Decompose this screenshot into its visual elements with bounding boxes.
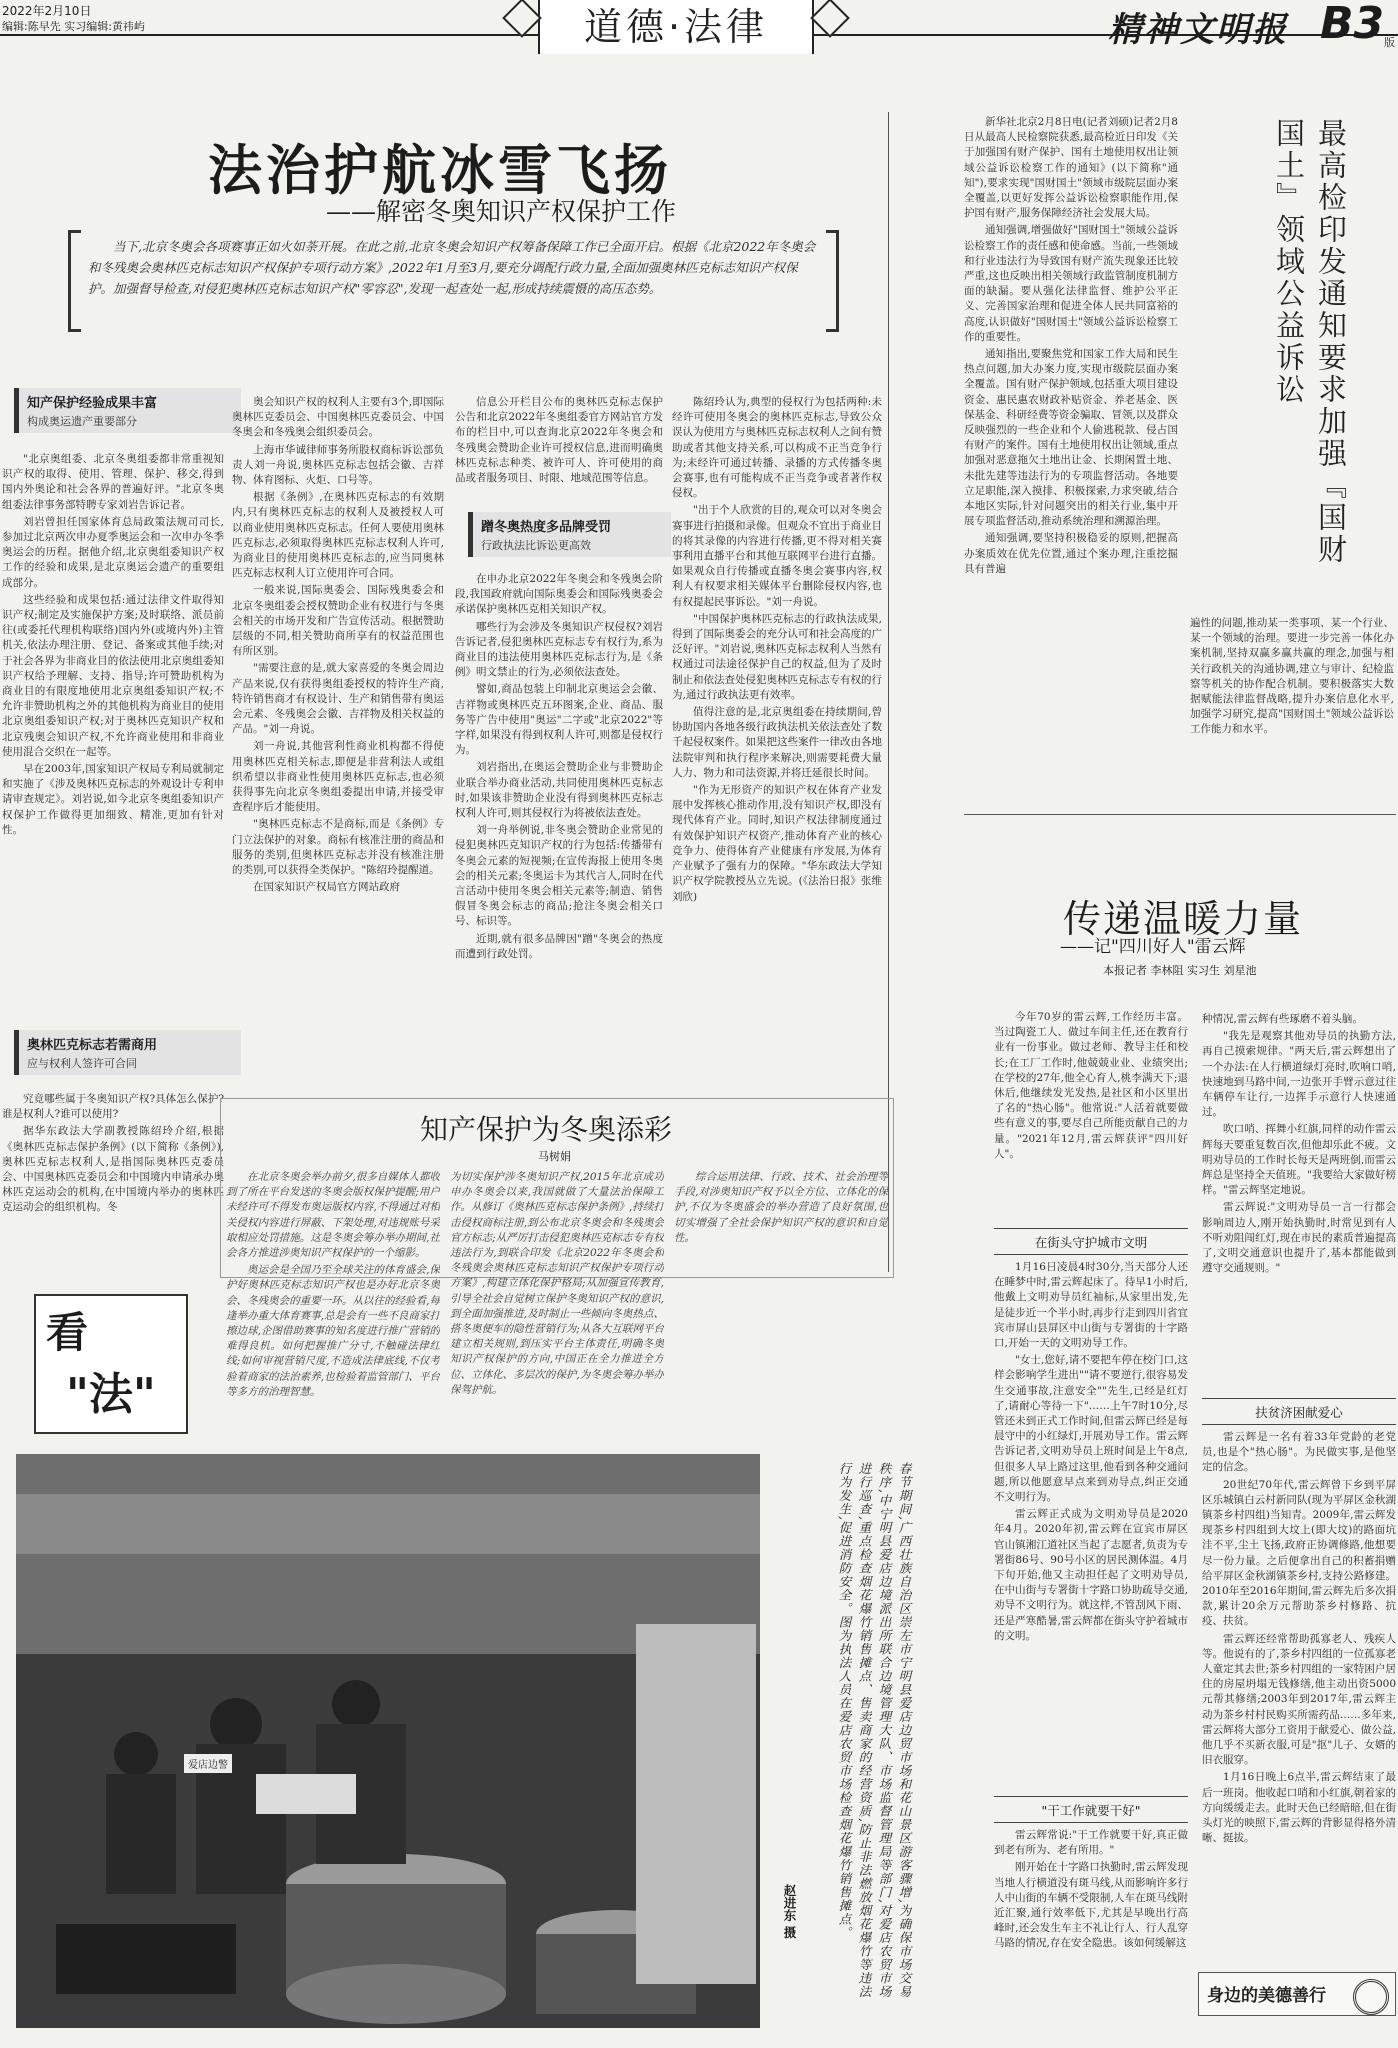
main-col-1b: 究竟哪些属于冬奥知识产权?具体怎么保护?谁是权利人?谁可以使用? 据华东政法大学副教授陈绍玲介绍,根据《奥林匹克标志保护条例》(以下简称《条例》),奥林匹克标志权利人,是指国际奥林匹克委员会、中国奥林匹克委员会和中国境内申请承办奥林匹克运动会的机构,在中国境内举办的奥林匹克运动会的组织机构。冬 xyxy=(2,1093,224,1214)
ornament-icon xyxy=(1353,1979,1389,2015)
opinion-col-3: 综合运用法律、行政、技术、社会治理等手段,对涉奥知识产权予以全方位、立体化的保护,不仅为冬奥盛会的举办营造了良好氛围,也切实增强了全社会保护知识产权的意识和自觉性。 xyxy=(674,1171,888,1244)
subhead-2-sub: 应与权利人签许可合同 xyxy=(27,1057,137,1070)
feature-col-a1: 今年70岁的雷云辉,工作经历丰富。当过陶瓷工人、做过车间主任,还在教育行业有一份事业。做过老师、教导主任和校长;在工厂工作时,他兢兢业业、业绩突出;在学校的27年,他全心育人,桃李满天下;退休后,他继续发光发热,是社区和小区里出了名的"热心肠"。他常说:"人活着就要做些有意义的事,要尽自己所能贡献自己的力量。"2021年12月,雷云辉获评"四川好人"。 xyxy=(994,1011,1188,1160)
main-col-4: 陈绍玲认为,典型的侵权行为包括两种:未经许可使用冬奥会的奥林匹克标志,导致公众误认为使用方与奥林匹克标志权利人之间有赞助或者其他支持关系,可以构成不正当竞争行为;未经许可通过转播、录播的方式传播冬奥会赛事,也有可能构成不正当竞争或者著作权侵权。 "出于个人欣赏的目的,观众可以对冬奥会赛事进行拍摄和录像。但观众不宜出于商业目的将其录像的内容进行传播,更不得对相关赛事利用直播平台和其他互联网平台进行直播。如果观众自行传播或直播冬奥会赛事内容,权利人有权要求相关媒体平台删除侵权内容,也有权提起民事诉讼。"刘一舟说。 "中国保护奥林匹克标志的行政执法成果,得到了国际奥委会的充分认可和社会高度的广泛好评。"刘岩说,奥林匹克标志权利人当然有权通过司法途径保护自己的权益,但为了及时制止和依法查处侵犯奥林匹克标志专有权的行为,通过行政执法更有效率。 值得注意的是,北京奥组委在持续期间,曾协助国内各地各级行政执法机关依法查处了数千起侵权案件。如果把这些案件一律改由各地法院审判和执行程序来解决,则需要耗费大量人力、物力和司法资源,并将迁延很长时间。 "作为无形资产的知识产权在体育产业发展中发挥核心推动作用,没有知识产权,即没有现代体育产业。同时,知识产权法律制度通过有效保护知识产权资产,推动体育产业的核心竞争力、使得体育产业健康有序发展,为体育产业赋予了强有力的保障。"华东政法大学知识产权学院教授丛立先说。(《法治日报》张维 刘欣) xyxy=(672,396,882,903)
footer-banner xyxy=(1198,1972,1396,2016)
side-col-b: 遍性的问题,推动某一类事项、某一个行业、某一个领域的治理。要进一步完善一体化办案机制,坚持双赢多赢共赢的理念,加强与相关行政机关的沟通协调,建立与审计、纪检监察等机关的协作配合机制。要积极落实大数据赋能法律监督战略,提升办案信息化水平,加强学习研究,提高"国财国土"领域公益诉讼工作能力和水平。 xyxy=(1190,617,1394,736)
side-article-title: 最高检印发通知要求加强『国财国土』领域公益诉讼 xyxy=(1272,118,1348,566)
photo-caption: 春节期间,广西壮族自治区崇左市宁明县爱店边贸市场和花山景区游客骤增,为确保市场交易秩序,中宁明县爱店边境派出所联合边境管理大队、市场监督管理局等部门,对爱店农贸市场进行巡查,重点检查烟花爆竹销售摊点、售卖商家的经营资质,防止非法燃放烟花爆竹等违法行为发生,促进消防安全。图为执法人员在爱店农贸市场检查烟花爆竹销售摊点。 xyxy=(837,1462,912,1999)
subhead-2-title: 奥林匹克标志若需商用 xyxy=(27,1038,158,1053)
divider-side-feature xyxy=(964,814,1396,815)
subhead-2 xyxy=(14,1030,241,1075)
section-corner-left xyxy=(502,0,542,38)
photo-badge: 爱店边警 xyxy=(184,1754,232,1773)
main-col-3b: 在申办北京2022年冬奥会和冬残奥会阶段,我国政府就向国际奥委会和国际残奥委会承诺保护奥林匹克相关知识产权。 哪些行为会涉及冬奥知识产权侵权?刘岩告诉记者,侵犯奥林匹克标志专有权行为,系为商业目的违法使用奥林匹克标志行为,是《条例》明文禁止的行为,必须依法查处。 譬如,商品包装上印制北京奥运会会徽、吉祥物或奥林匹克五环图案,企业、商品、服务等广告中使用"奥运"二字或"北京2022"等字样,如果没有得到权利人许可,则都是侵权行为。 刘岩指出,在奥运会赞助企业与非赞助企业联合举办商业活动,共同使用奥林匹克标志时,如果该非赞助企业没有得到奥林匹克标志权利人许可,则其侵权行为将被依法查处。 刘一舟举例说,非冬奥会赞助企业常见的侵犯奥林匹克知识产权的行为包括:传播带有冬奥会元素的短视频;在宣传海报上使用冬奥会的相关元素;冬奥运卡为其代言人,同时在代言活动中使用冬奥会相关元素等;制造、销售假冒冬奥会标志的商品;抢注冬奥会相关口号、标识等。 近期,就有很多品牌因"蹭"冬奥会的热度而遭到行政处罚。 xyxy=(455,573,663,960)
main-subtitle: ——解密冬奥知识产权保护工作 xyxy=(326,197,677,226)
opinion-author: 马树娟 xyxy=(538,1150,571,1163)
footer-banner-text: 身边的美德善行 xyxy=(1207,1986,1326,2006)
subhead-3 xyxy=(468,512,671,557)
feature-subhead-2-text: 扶贫济困献爱心 xyxy=(1255,1405,1343,1420)
issue-date: 2022年2月10日 xyxy=(2,4,92,18)
feature-subtitle: ——记"四川好人"雷云辉 xyxy=(1060,937,1246,957)
lead-bracket-right xyxy=(826,230,839,332)
feature-byline: 本报记者 李林阻 实习生 刘星池 xyxy=(1103,964,1257,977)
section-title: 道德·法律 xyxy=(583,5,769,49)
photo-credit: 赵进东 摄 xyxy=(782,1884,797,1939)
feature-subhead-1-text: 在街头守护城市文明 xyxy=(1034,1235,1148,1250)
feature-col-a2: 1月16日凌晨4时30分,当天部分人还在睡梦中时,雷云辉起床了。待早1小时后,他戴上文明劝导员红袖标,从家里出发,先是徒步近一个半小时,再步行走到四川省宜宾市屏山县屏区中山街与专署街的十字路口,开始一天的文明劝导工作。 "女士,您好,请不要把车停在校门口,这样会影响学生进出""请不要逆行,很容易发生交通事故,注意安全""先生,已经是红灯了,请耐心等待一下"……上午7时10分,尽管还未到正式工作时间,但雷云辉已经是每晨守中的小红绿灯,开展劝导工作。雷云辉告诉记者,文明劝导员上班时间是上午8点,但很多人早上路过这里,他看到各种交通问题,所以他愿意早点来到劝导点,纠正交通不文明行为。 雷云辉正式成为文明劝导员是2020年4月。2020年初,雷云辉在宣宾市屏区官山镇湘江道社区当起了志愿者,负责为专署街86号、90号小区的居民测体温。4月下旬开始,他又主动担任起了文明劝导员,在中山街与专署街十字路口协助疏导交通,劝导不文明行为。就这样,不管刮风下雨、还是严寒酷暑,雷云辉都在街头守护着城市的文明。 xyxy=(994,1261,1188,1642)
opinion-tag-law: "法" xyxy=(66,1369,156,1420)
lead-bracket-left xyxy=(68,230,81,332)
feature-subhead-3-text: "干工作就要干好" xyxy=(1041,1803,1141,1818)
subhead-3-title: 蹭冬奥热度多品牌受罚 xyxy=(481,520,612,535)
photo-scene xyxy=(16,1454,760,2028)
lead-paragraph: 当下,北京冬奥会各项赛事正如火如荼开展。在此之前,北京冬奥会知识产权筹备保障工作已全面开启。根据《北京2022年冬奥会和冬残奥会奥林匹克标志知识产权保护专项行动方案》,2022年1月至3月,要充分调配行政力量,全面加强奥林匹克标志知识产权保护。加强督导检查,对侵犯奥林匹克标志知识产权"零容忍",发现一起查处一起,形成持续震慑的高压态势。 xyxy=(88,239,816,296)
news-photo xyxy=(16,1454,760,2028)
subhead-3-sub: 行政执法比诉讼更高效 xyxy=(481,539,591,552)
main-col-3a: 信息公开栏目公布的奥林匹克标志保护公告和北京2022年冬奥组委官方网站官方发布的栏目中,可以查询北京2022年冬奥会和冬残奥会赞助企业许可授权信息,进而明确奥林匹克标志种类、被许可人、许可使用的商品或者服务项目、时限、地域范围等信息。 xyxy=(455,396,663,485)
feature-headline: 传递温暖力量 xyxy=(1063,897,1304,941)
feature-subhead-2 xyxy=(1202,1398,1396,1425)
opinion-tag-look: 看 xyxy=(46,1308,89,1357)
page-number: B3 xyxy=(1320,0,1385,49)
main-col-1a: "北京奥组委、北京冬奥组委都非常重视知识产权的取得、使用、管理、保护、移交,得到国内外奥论和社会各界的普遍好评。"北京冬奥组委法律事务部特聘专家刘岩告诉记者。 刘岩曾担任国家体育总局政策法规司司长,参加过北京两次申办夏季奥运会和一次申办冬季奥运会的历程。据他介绍,北京奥组委知识产权工作的经验和成果,是北京奥运会遗产的重要组成部分。 这些经验和成果包括:通过法律文件取得知识产权;制定及实施保护方案;及时联络、派员前往(或委托代理机构联络)国内外(或境内外)主管机关,依法办理注册、登记、备案或其他手续;对于社会各界为非商业目的依法使用北京奥组委知识产权给予理解、支持、指导;许可赞助机构为商业目的有限度地使用北京奥组委知识产权;不允许非赞助机构之外的其他机构为商业目的使用北京奥组委知识产权;对于奥林匹克知识产权和北京残奥会知识产权,不允许商业使用和非商业使用混合交织在一起等。 早在2003年,国家知识产权局专利局就制定和实施了《涉及奥林匹克标志的外观设计专利申请审查规定》。刘岩说,如今北京冬奥组委知识产权保护工作做得更加细致、精准,更加有针对性。 xyxy=(2,453,224,836)
main-col-2: 奥会知识产权的权利人主要有3个,即国际奥林匹克委员会、中国奥林匹克委员会、中国冬奥会和冬残奥会组织委员会。 上海市华诚律师事务所股权商标诉讼部负责人刘一舟说,奥林匹克标志包括会徽、吉祥物、体育图标、火炬、口号等。 根据《条例》,在奥林匹克标志的有效期内,只有奥林匹克标志的权利人及被授权人可以商业使用奥林匹克标志。任何人要使用奥林匹克标志,必须取得奥林匹克标志权利人许可,为商业目的使用奥林匹克标志的,应当同奥林匹克标志权利人订立使用许可合同。 一般来说,国际奥委会、国际残奥委会和北京冬奥组委会授权赞助企业有权进行与冬奥会相关的市场开发和广告宣传活动。根据赞助层级的不同,相关赞助商所享有的权益范围也有所区别。 "需要注意的是,就大家喜爱的冬奥会周边产品来说,仅有获得奥组委授权的特许生产商,特许销售商才有权设计、生产和销售带有奥运会元素、冬残奥会会徽、吉祥物及相关权益的产品。"刘一舟说。 刘一舟说,其他营利性商业机构都不得使用奥林匹克相关标志,即便是非营利法人或组织希望以非商业性使用奥林匹克标志,也必须获得事先向北京冬奥组委提出申请,并接受审查程序后才能使用。 "奥林匹克标志不是商标,而是《条例》专门立法保护的对象。商标有核准注册的商品和服务的类别,但奥林匹克标志并没有核准注册的类别,可以获得全类保护。"陈绍玲提醒道。 在国家知识产权局官方网站政府 xyxy=(232,396,444,894)
opinion-title: 知产保护为冬奥添彩 xyxy=(420,1113,673,1146)
feature-subhead-1 xyxy=(994,1228,1188,1255)
side-col-a: 新华社北京2月8日电(记者刘硕)记者2月8日从最高人民检察院获悉,最高检近日印发《关于加强国有财产保护、国有土地使用权出让领域公益诉讼检察工作的通知》(以下简称"通知"),要求实现"国财国土"领域市级院层面办案全覆盖,以更好发挥公益诉讼检察职能作用,保护国有财产,服务保障经济社会发展大局。 通知强调,增强做好"国财国土"领域公益诉讼检察工作的责任感和使命感。当前,一些领域和行业违法行为导致国有财产流失现象还比较严重,这也反映出相关领域行政监管制度机制方面的缺漏。要从强化法律监督、维护公平正义、完善国家治理和促进全体人民共同富裕的高度,认识做好"国财国土"领域公益诉讼检察工作的重要性。 通知指出,要聚焦党和国家工作大局和民生热点问题,加大办案力度,实现市级院层面办案全覆盖。国有财产保护领域,包括重大项目建设资金、惠民惠农财政补贴资金、养老基金、医保基金、科研经费等资金骗取、冒领,以及群众反映强烈的一些企业和个人偷逃税款、侵占国有财产的案件。国有土地使用权出让领域,重点加强对恶意拖欠土地出让金、长期闲置土地、未批先建等违法行为的专项监督活动。各地要立足职能,深入摸排、积极探索,力求突破,结合本地区实际,针对问题突出的相关行业,集中开展专项监督活动,推动系统治理和溯源治理。 通知强调,要坚持积极稳妥的原则,把握高办案质效在优先位置,通过个案办理,注重挖掘具有普遍 xyxy=(964,116,1178,575)
opinion-col-2: 为切实保护涉冬奥知识产权,2015年北京成功申办冬奥会以来,我国就做了大量法治保障工作。从修订《奥林匹克标志保护条例》,持续打击侵权商标注册,到公布北京冬奥会和冬残奥会官方标志;从严厉打击侵犯奥林匹克标志专有权违法行为,到联合印发《北京2022年冬奥会和冬残奥会奥林匹克标志知识产权保护专项行动方案》,构建立体化保护格局;从加强宣传教育,引导全社会自觉树立保护冬奥知识产权的意识,到全面加强推进,及时制止一些倾向冬奥热点、搭冬奥便车的隐性营销行为;从各大互联网平台建立相关规则,到压实平台主体责任,明确冬奥知识产权保护的方向,中国正在全力推进全方位、立体化、多层次的保护,为冬奥会筹办举办保驾护航。 xyxy=(450,1171,664,1396)
main-headline: 法治护航冰雪飞扬 xyxy=(208,139,672,202)
opinion-tag-box xyxy=(34,1294,188,1434)
section-banner xyxy=(538,0,814,54)
subhead-1 xyxy=(14,388,241,433)
feature-subhead-3 xyxy=(994,1796,1188,1823)
subhead-1-sub: 构成奥运遗产重要部分 xyxy=(27,415,137,428)
section-corner-right xyxy=(810,0,850,38)
feature-col-b2: 雷云辉是一名有着33年党龄的老党员,也是个"热心肠"。为民做实事,是他坚定的信念。 20世纪70年代,雷云辉曾下乡到平屏区乐城镇白云村新同队(现为平屏区金秋湖镇茶乡村四组)当知青。2009年,雷云辉发现茶乡村四组到大坟上(即大坟)的路面坑洼不平,尘土飞扬,政府正协调修路,他想要尽一份力量。之后便拿出自己的积蓄捐赠给平屏区金秋湖镇茶乡村,支持公路修建。2010年至2016年期间,雷云辉先后多次捐款,累计20余万元帮助茶乡村修路、抗疫、扶贫。 雷云辉还经常帮助孤寡老人、残疾人等。他说有的了,茶乡村四组的一位孤寡老人童定其去世;茶乡村四组的一家特困户居住的房屋坍塌无钱修缮,他主动出资5000元帮其修缮;2003年到2017年,雷云辉主动为茶乡村村民购买所需药品……多年来,雷云辉将大部分工资用于献爱心、做公益,他几乎不买新衣服,可是"抠"儿子、女婿的旧衣服穿。 1月16日晚上6点半,雷云辉结束了最后一班岗。他收起口哨和小红旗,朝着家的方向缓缓走去。此时天色已经暗暗,但在街头灯光的映照下,雷云辉的背影显得格外清晰、挺拔。 xyxy=(1202,1431,1396,1845)
feature-col-b1: 种情况,雷云辉有些琢磨不着头脑。 "我先是观察其他劝导员的执勤方法,再自己摸索规律。"两天后,雷云辉想出了一个办法:在人行横道绿灯亮时,吹响口哨,快速地到马路中间,一边张开手臂示意过往车辆停车让行,一边挥手示意行人快速通过。 吹口哨、挥舞小红旗,同样的动作雷云辉每天要重复数百次,但他却乐此不疲。文明劝导员的工作时长每天是两班倒,而雷云辉总是坚持全天值班。"我要给大家做好榜样。"雷云辉坚定地说。 雷云辉说:"文明劝导员一言一行都会影响周边人,刚开始执勤时,时常见到有人不听劝阻闯红灯,现在市民的素质普遍提高了,文明交通意识也提升了,基本都能做到遵守交通规则。" xyxy=(1202,1013,1396,1275)
feature-col-a3: 雷云辉常说:"干工作就要干好,真正做到老有所为、老有所用。" 刚开始在十字路口执勤时,雷云辉发现当地人行横道没有斑马线,从而影响许多行人中山街的车辆不受限制,人车在斑马线附近汇聚,通行效率低下,尤其是早晚出行高峰时,还会发生车主不礼让行人、行人乱穿马路的情况,存在安全隐患。该如何缓解这 xyxy=(994,1829,1188,1950)
editors-credit: 编辑:陈早先 实习编辑:黄祎屿 xyxy=(2,20,145,33)
paper-name: 精神文明报 xyxy=(1108,10,1288,50)
opinion-col-1: 在北京冬奥会举办前夕,很多自媒体人都收到了所在平台发送的冬奥会版权保护提醒;用户未经许可不得发布奥运版权内容,不得通过对相关侵权内容进行屏蔽、下架处理,对违规账号采取相应处罚措施。这是冬奥会筹办举办期间,社会各方推进涉奥知识产权保护的一个缩影。 奥运会是全国乃至全球关注的体育盛会,保护好奥林匹克标志知识产权也是办好北京冬奥会、冬残奥会的重要一环。从以往的经验看,每逢举办重大体育赛事,总是会有一些不良商家打擦边球,企图借助赛事的知名度进行推广营销的难得良机。如何把握推广分寸,不触碰法律红线;如何审视营销尺度,不造成法律底线,不仅考验着商家的法治素养,也检验着监管部门、平台等多方的治理智慧。 xyxy=(226,1171,440,1398)
page-suffix: 版 xyxy=(1384,36,1395,49)
subhead-1-title: 知产保护经验成果丰富 xyxy=(27,396,158,411)
